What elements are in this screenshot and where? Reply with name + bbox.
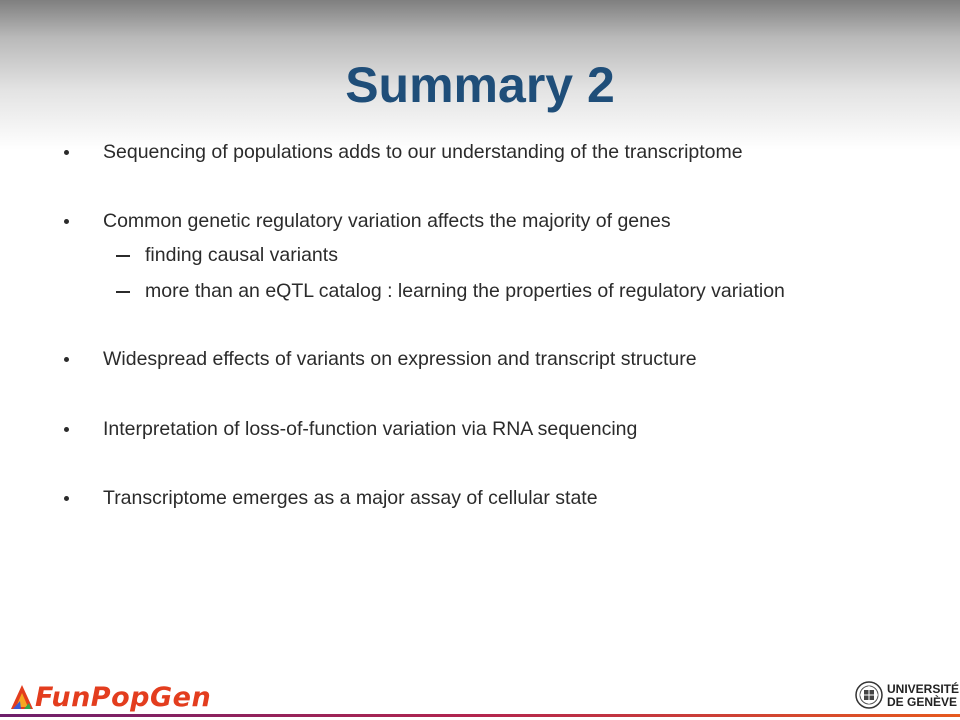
bullet-dot-icon (64, 150, 69, 155)
unige-logo (855, 681, 960, 711)
unige-line-1: UNIVERSITÉ (887, 682, 960, 696)
dash-icon (116, 291, 130, 293)
university-seal-icon (855, 681, 883, 709)
funpopgen-logo (10, 680, 211, 714)
unige-logo-text (887, 683, 959, 709)
bullet-dot-icon (64, 357, 69, 362)
bullet-dot-icon (64, 496, 69, 501)
sub-bullet-text: more than an eQTL catalog : learning the properties of regulatory variation (145, 280, 785, 302)
triangle-logo-icon (10, 683, 34, 711)
bullet-dot-icon (64, 427, 69, 432)
bullet-text: Transcriptome emerges as a major assay of cellular state (103, 487, 598, 509)
bullet-text: Common genetic regulatory variation affects the majority of genes (103, 210, 671, 232)
footer-bar (0, 714, 960, 717)
bullet-text: Sequencing of populations adds to our understanding of the transcriptome (103, 141, 743, 163)
bullet-text: Interpretation of loss-of-function variation via RNA sequencing (103, 418, 638, 440)
slide-title: Summary 2 (345, 57, 615, 113)
bullet-dot-icon (64, 219, 69, 224)
dash-icon (116, 255, 130, 257)
bullet-text: Widespread effects of variants on expression and transcript structure (103, 348, 697, 370)
unige-line-2: DE GENÈVE (887, 695, 958, 709)
funpopgen-logo-text: FunPopGen (35, 681, 212, 713)
sub-bullet-text: finding causal variants (145, 244, 338, 266)
